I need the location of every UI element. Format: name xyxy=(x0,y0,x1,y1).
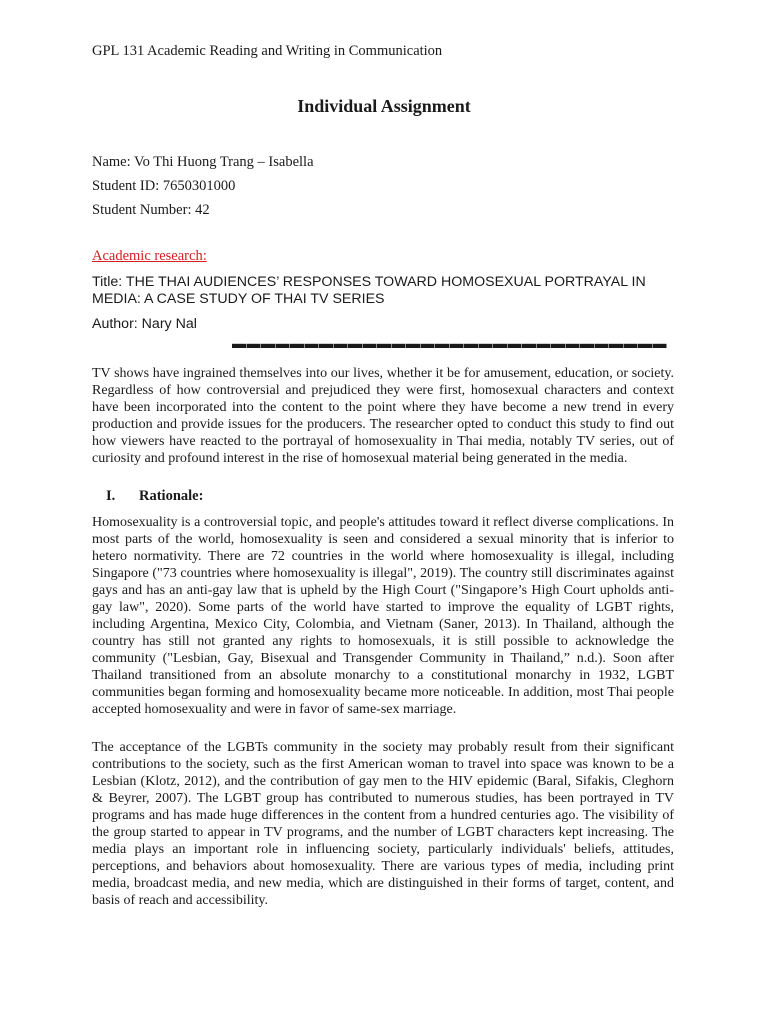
paper-title: Title: THE THAI AUDIENCES’ RESPONSES TOWARD HOMOSEXUAL PORTRAYAL IN MEDIA: A CASE STUDY OF THAI TV SERIES xyxy=(92,274,646,307)
course-header: GPL 131 Academic Reading and Writing in Communication xyxy=(92,43,443,59)
student-id: Student ID: 7650301000 xyxy=(92,178,236,194)
section-number: I. xyxy=(106,488,116,504)
rationale-paragraph-2: The acceptance of the LGBTs community in the society may probably result from their significant contributions to the society, such as the first American woman to travel into space was known to be a Lesbian (Klotz, 2012), and the contribution of gay men to the HIV epidemic (Baral, Sifakis, Cleghorn & Beyrer, 2007). The LGBT group has contributed to numerous studies, has been portrayed in TV programs and has made huge differences in the content from a hundred centuries ago. The visibility of the group started to appear in TV programs, and the number of LGBT characters kept increasing. The media plays an important role in influencing society, particularly individuals' beliefs, attitudes, perceptions, and behaviors about homosexuality. There are various types of media, including print media, broadcast media, and new media, which are distinguished in their forms of target, content, and basis of reach and accessibility. xyxy=(92,740,674,908)
intro-paragraph: TV shows have ingrained themselves into our lives, whether it be for amusement, education, or society. Regardless of how controversial and prejudiced they were first, homosexual characters and context have been incorporated into the content to the point where they have become a new trend in every production and provide issues for the producers. The researcher opted to conduct this study to find out how viewers have reacted to the portrayal of homosexuality in Thai media, notably TV series, out of curiosity and profound interest in the rise of homosexual material being generated in the media. xyxy=(92,366,674,466)
student-number: Student Number: 42 xyxy=(92,202,210,218)
divider-line: ▬▬▬▬▬▬▬▬▬▬▬▬▬▬▬▬▬▬▬▬▬▬▬▬▬▬▬▬▬▬ xyxy=(232,335,667,351)
academic-research-label: Academic research: xyxy=(92,248,207,264)
paper-author: Author: Nary Nal xyxy=(92,316,197,332)
rationale-paragraph-1: Homosexuality is a controversial topic, and people's attitudes toward it reflect diverse complications. In most parts of the world, homosexuality is seen and considered a sexual minority that is inferior to hetero normativity. There are 72 countries in the world where homosexuality is illegal, including Singapore ("73 countries where homosexuality is illegal", 2019). The country still discriminates against gays and has an anti-gay law that is upheld by the High Court ("Singapore’s High Court upholds anti-gay law", 2020). Some parts of the world have started to improve the equality of LGBT rights, including Argentina, Mexico City, Colombia, and Vietnam (Saner, 2013). In Thailand, although the country has still not granted any rights to homosexuals, it is still possible to acknowledge the community ("Lesbian, Gay, Bisexual and Transgender Community in Thailand,” n.d.). Soon after Thailand transitioned from an absolute monarchy to a constitutional monarchy in 1932, LGBT communities began forming and homosexuality became more noticeable. In addition, most Thai people accepted homosexuality and were in favor of same-sex marriage. xyxy=(92,515,674,717)
section-title: Rationale: xyxy=(139,488,204,504)
assignment-title: Individual Assignment xyxy=(297,96,471,116)
student-name: Name: Vo Thi Huong Trang – Isabella xyxy=(92,154,314,170)
